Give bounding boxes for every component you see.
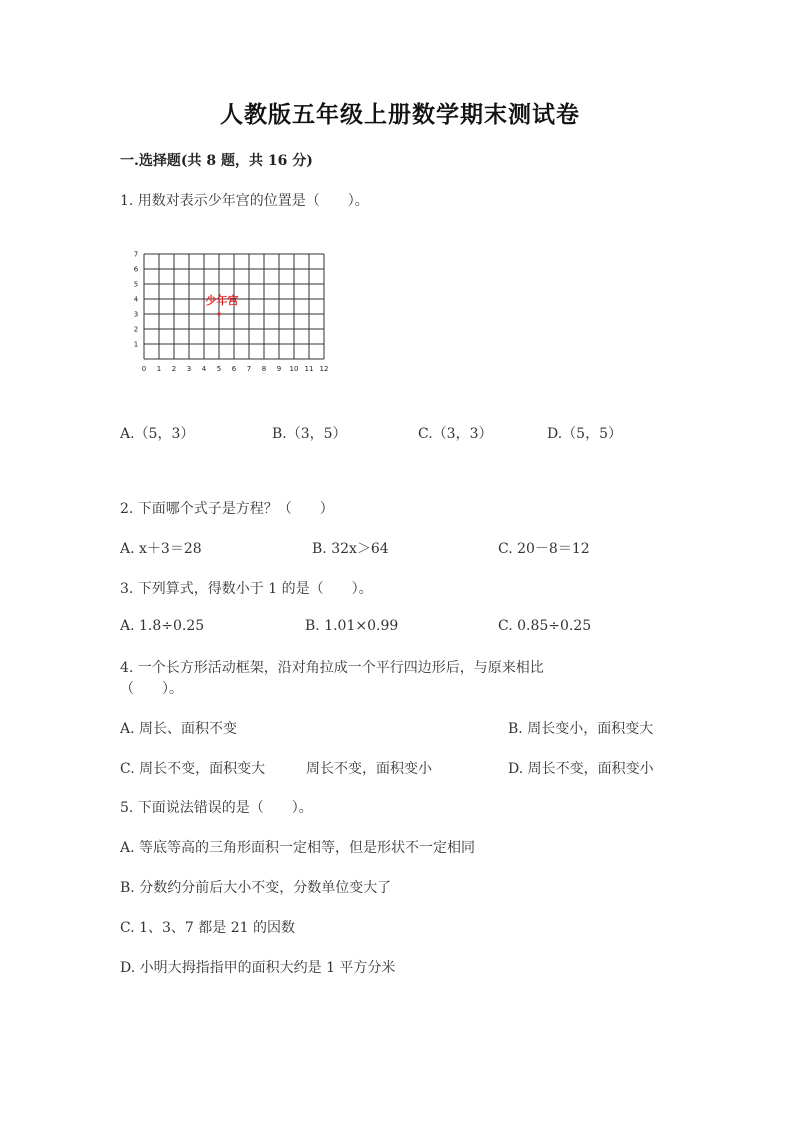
- question-1-option-a: A.（5，3）: [120, 426, 195, 442]
- x-tick-label: 7: [246, 365, 252, 373]
- x-tick-label: 11: [304, 365, 314, 373]
- page-title: 人教版五年级上册数学期末测试卷: [220, 101, 580, 128]
- y-tick-label: 5: [133, 280, 139, 289]
- x-tick-label: 3: [186, 365, 192, 373]
- marker-point: [217, 312, 220, 315]
- question-3-option-b: B. 1.01×0.99: [305, 618, 399, 634]
- y-tick-label: 1: [133, 340, 139, 349]
- question-1-stem: 1. 用数对表示少年宫的位置是（ ）。: [120, 193, 369, 209]
- y-tick-label: 2: [133, 325, 139, 334]
- question-5-option-c: C. 1、3、7 都是 21 的因数: [120, 920, 295, 936]
- question-5-stem: 5. 下面说法错误的是（ ）。: [120, 800, 313, 816]
- y-tick-label: 4: [133, 295, 139, 304]
- question-4-option-c: C. 周长不变，面积变大: [120, 761, 266, 777]
- x-tick-label: 0: [141, 365, 147, 373]
- marker-label: 少年宫: [205, 294, 239, 307]
- question-4-stem-line-1: 4. 一个长方形活动框架，沿对角拉成一个平行四边形后，与原来相比: [120, 660, 544, 676]
- x-tick-label: 4: [201, 365, 207, 373]
- section-heading: 一.选择题(共 8 题，共 16 分): [120, 153, 313, 169]
- question-2-stem: 2. 下面哪个式子是方程？（ ）: [120, 501, 334, 517]
- x-tick-label: 1: [156, 365, 162, 373]
- question-4-option-b: B. 周长变小，面积变大: [508, 721, 654, 737]
- question-4-stem-line-2: （ ）。: [120, 681, 183, 697]
- x-tick-label: 12: [319, 365, 329, 373]
- question-2-option-b: B. 32x＞64: [312, 541, 389, 557]
- question-4-option-a: A. 周长、面积不变: [120, 721, 238, 737]
- question-1-option-c: C.（3，3）: [418, 426, 493, 442]
- x-tick-label: 2: [171, 365, 177, 373]
- question-5-option-a: A. 等底等高的三角形面积一定相等，但是形状不一定相同: [120, 840, 476, 856]
- y-tick-label: 6: [133, 265, 139, 274]
- question-3-option-c: C. 0.85÷0.25: [498, 618, 592, 634]
- y-tick-label: 3: [133, 310, 139, 319]
- question-2-option-c: C. 20－8＝12: [498, 541, 590, 557]
- question-2-option-a: A. x＋3＝28: [120, 541, 202, 557]
- question-3-option-a: A. 1.8÷0.25: [120, 618, 205, 634]
- x-tick-label: 8: [261, 365, 267, 373]
- x-tick-label: 9: [276, 365, 282, 373]
- x-tick-label: 5: [216, 365, 222, 373]
- question-4-option-extra: 周长不变，面积变小: [306, 761, 432, 777]
- coordinate-grid-figure: [124, 244, 338, 376]
- question-5-option-b: B. 分数约分前后大小不变，分数单位变大了: [120, 880, 392, 896]
- y-tick-label: 7: [133, 250, 139, 259]
- question-5-option-d: D. 小明大拇指指甲的面积大约是 1 平方分米: [120, 960, 396, 976]
- question-1-option-b: B.（3，5）: [272, 426, 347, 442]
- x-tick-label: 10: [289, 365, 299, 373]
- question-3-stem: 3. 下列算式，得数小于 1 的是（ ）。: [120, 581, 373, 597]
- x-tick-label: 6: [231, 365, 237, 373]
- question-4-option-d: D. 周长不变，面积变小: [508, 761, 654, 777]
- question-1-option-d: D.（5，5）: [547, 426, 622, 442]
